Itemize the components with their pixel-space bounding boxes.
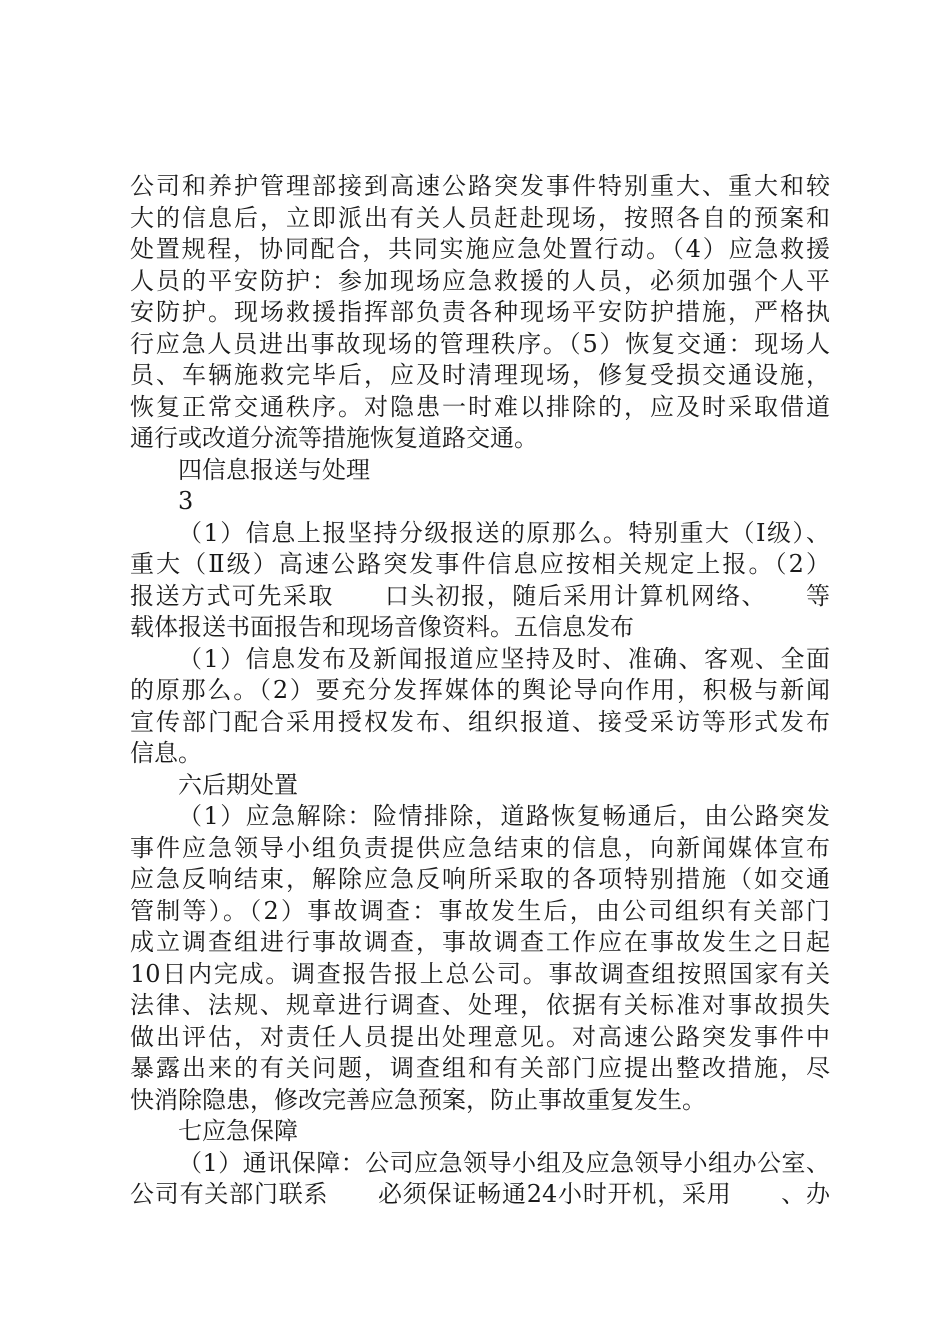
text-line: 法律、法规、规章进行调查、处理，依据有关标准对事故损失 <box>130 991 830 1019</box>
body-text <box>130 171 830 1211</box>
text-line: 载体报送书面报告和现场音像资料。五信息发布 <box>130 613 634 641</box>
text-line: 10日内完成。调查报告报上总公司。事故调查组按照国家有关 <box>130 959 830 988</box>
text-line: 快消除隐患，修改完善应急预案，防止事故重复发生。 <box>130 1085 706 1114</box>
text-line: 管制等）。（2）事故调查：事故发生后，由公司组织有关部门 <box>130 896 830 925</box>
text-line: 报送方式可先采取 口头初报，随后采用计算机网络、 等 <box>130 581 830 610</box>
text-line: 暴露出来的有关问题，调查组和有关部门应提出整改措施，尽 <box>130 1054 830 1082</box>
text-line: 做出评估，对责任人员提出处理意见。对高速公路突发事件中 <box>130 1022 830 1051</box>
text-line: （1）信息发布及新闻报道应坚持及时、准确、客观、全面 <box>178 644 830 673</box>
text-line: 恢复正常交通秩序。对隐患一时难以排除的，应及时采取借道 <box>130 392 830 421</box>
text-line: 宣传部门配合采用授权发布、组织报道、接受采访等形式发布 <box>130 707 830 736</box>
text-line: 公司有关部门联系 必须保证畅通24小时开机，采用 、办 <box>130 1180 830 1208</box>
text-line: 行应急人员进出事故现场的管理秩序。（5）恢复交通：现场人 <box>130 329 830 358</box>
text-line: 的原那么。（2）要充分发挥媒体的舆论导向作用，积极与新闻 <box>130 676 830 704</box>
text-line: 处置规程，协同配合，共同实施应急处置行动。（4）应急救援 <box>130 235 830 263</box>
text-line: 重大（Ⅱ级）高速公路突发事件信息应按相关规定上报。（2） <box>130 550 830 578</box>
text-line: 成立调查组进行事故调查，事故调查工作应在事故发生之日起 <box>130 928 830 956</box>
text-line: 公司和养护管理部接到高速公路突发事件特别重大、重大和较 <box>130 172 830 200</box>
text-line: 应急反响结束，解除应急反响所采取的各项特别措施（如交通 <box>130 865 830 893</box>
text-line: 六后期处置 <box>178 770 298 799</box>
text-line: 通行或改道分流等措施恢复道路交通。 <box>130 424 538 452</box>
text-line: 信息。 <box>130 739 202 767</box>
text-line: （1）信息上报坚持分级报送的原那么。特别重大（Ⅰ级）、 <box>178 518 830 547</box>
text-line: （1）应急解除：险情排除，道路恢复畅通后，由公路突发 <box>178 802 830 830</box>
text-line: 大的信息后，立即派出有关人员赶赴现场，按照各自的预案和 <box>130 203 830 232</box>
text-line: 3 <box>178 487 194 515</box>
text-line: （1）通讯保障：公司应急领导小组及应急领导小组办公室、 <box>178 1148 830 1177</box>
text-line: 四信息报送与处理 <box>178 455 370 484</box>
text-line: 七应急保障 <box>178 1117 298 1145</box>
text-line: 员、车辆施救完毕后，应及时清理现场，修复受损交通设施， <box>130 361 830 389</box>
text-line: 人员的平安防护：参加现场应急救援的人员，必须加强个人平 <box>130 266 830 295</box>
text-line: 安防护。现场救援指挥部负责各种现场平安防护措施，严格执 <box>130 298 830 326</box>
text-line: 事件应急领导小组负责提供应急结束的信息，向新闻媒体宣布 <box>130 833 830 862</box>
